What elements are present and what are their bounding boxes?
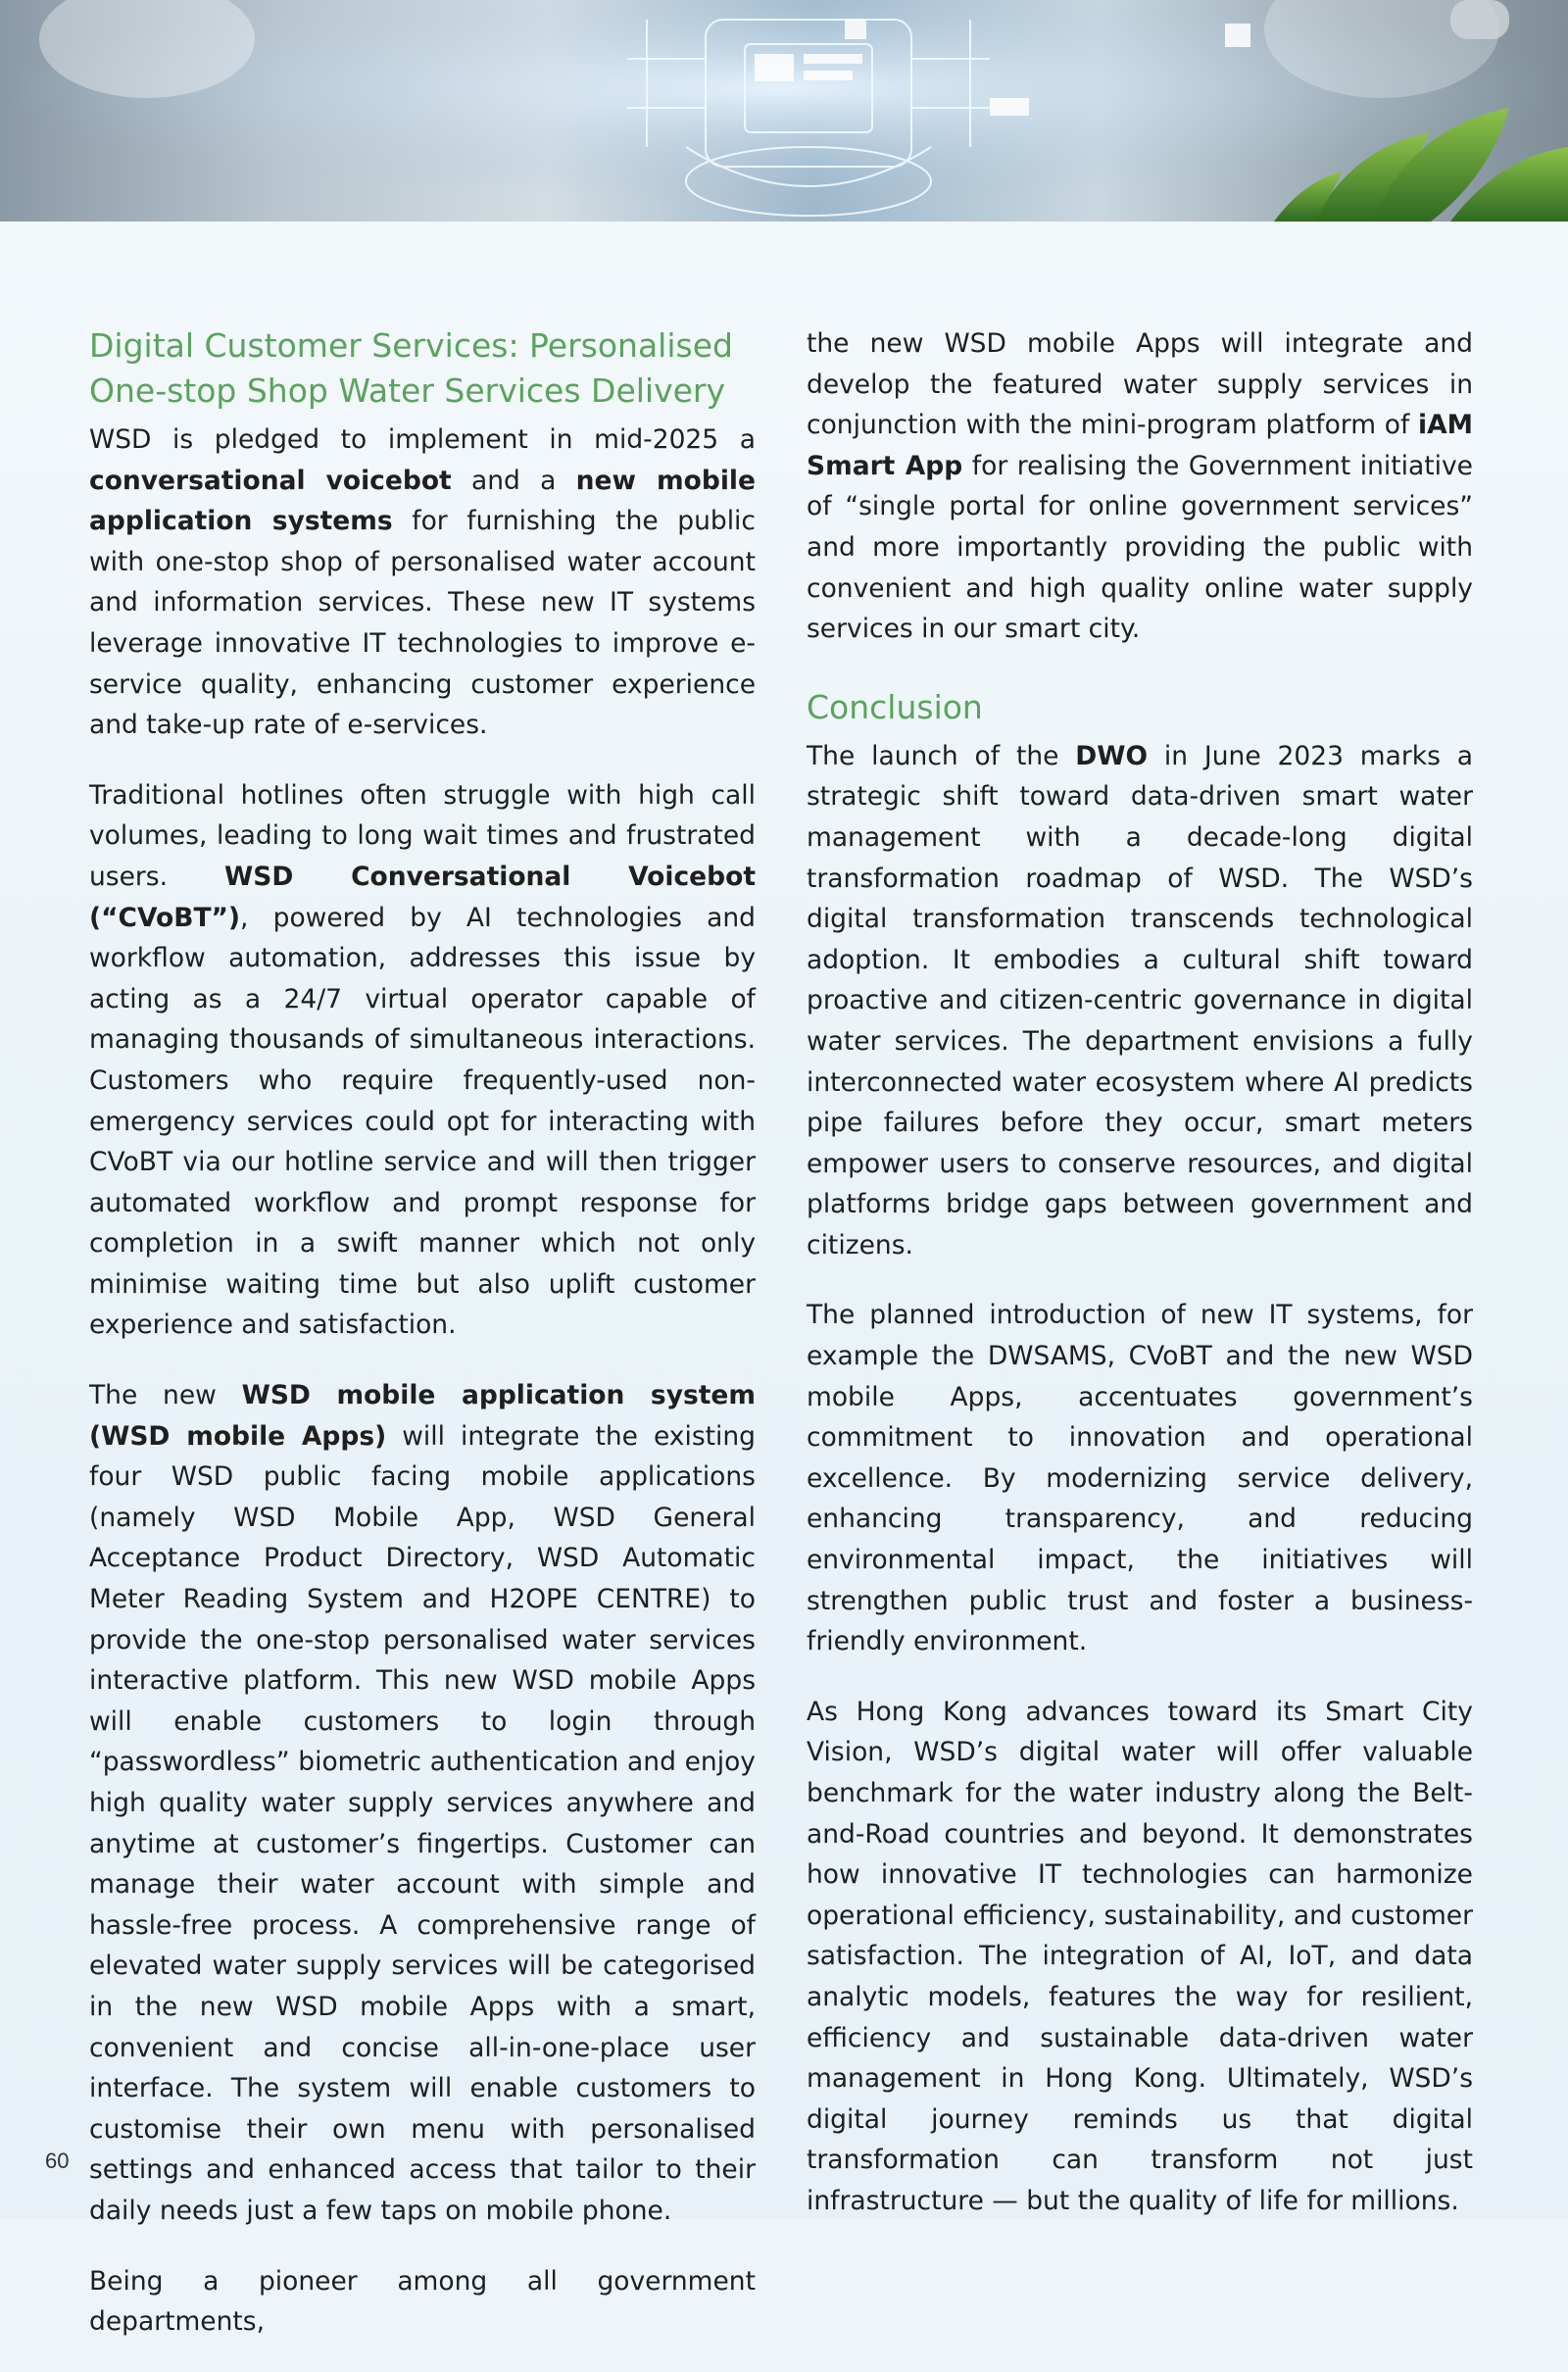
bold-term: WSD mobile application system (WSD mobile Apps) bbox=[89, 1380, 756, 1452]
paragraph-dwo-launch bbox=[807, 736, 1473, 1266]
text-run: the new WSD mobile Apps will integrate and develop the featured water supply services in conjunction with the mini-program platform of bbox=[807, 328, 1473, 441]
bold-term: WSD Conversational Voicebot (“CVoBT”) bbox=[89, 861, 756, 933]
right-column bbox=[807, 323, 1473, 2251]
text-run: , powered by AI technologies and workflow automation, addresses this issue by acting as a 24/7 virtual operator capable of managing thousands of simultaneous interactions. Customers who require frequently-used non-emergency services could opt for interacting with CVoBT via our hotline service and will then trigger automated workflow and prompt response for completion in a swift manner which not only minimise waiting time but also uplift customer experience and satisfaction. bbox=[89, 902, 756, 1341]
text-run: Traditional hotlines often struggle with high call volumes, leading to long wait times and frustrated users. bbox=[89, 779, 756, 892]
bold-term: DWO bbox=[1075, 740, 1149, 771]
section-heading-digital-customer-services bbox=[89, 323, 756, 414]
paragraph-iam-smart bbox=[807, 323, 1473, 650]
heading-line-2: One-stop Shop Water Services Delivery bbox=[89, 371, 726, 410]
text-run: and a bbox=[451, 465, 576, 496]
paragraph-mobile-apps bbox=[89, 1375, 756, 2231]
text-run: The new bbox=[89, 1380, 242, 1411]
text-run: for furnishing the public with one-stop shop of personalised water account and information services. These new IT systems leverage innovative IT technologies to improve e-service quality, enhancing customer experience and take-up rate of e-services. bbox=[89, 506, 756, 741]
text-run: in June 2023 marks a strategic shift toward data-driven smart water management with a decade-long digital transformation roadmap of WSD. The WSD’s digital transformation transcends technological adoption. It embodies a cultural shift toward proactive and citizen-centric governance in digital water services. The department envisions a fully interconnected water ecosystem where AI predicts pipe failures before they occur, smart meters empower users to conserve resources, and digital platforms bridge gaps between government and citizens. bbox=[807, 740, 1473, 1260]
bold-term: conversational voicebot bbox=[89, 465, 452, 496]
text-run: The launch of the bbox=[807, 740, 1076, 771]
text-run: WSD is pledged to implement in mid-2025 a bbox=[89, 424, 756, 455]
paragraph-planned-systems: The planned introduction of new IT systems, for example the DWSAMS, CVoBT and the new WSD mobile Apps, accentuates government’s commitment to innovation and operational excellence. By modernizing service delivery, enhancing transparency, and reducing environmental impact, the initiatives will strengthen public trust and foster a business-friendly environment. bbox=[807, 1300, 1473, 1657]
bold-term: iAM Smart App bbox=[807, 410, 1473, 481]
paragraph-smart-city: As Hong Kong advances toward its Smart City Vision, WSD’s digital water will offer valuable benchmark for the water industry along the Belt-and-Road countries and beyond. It demonstrates how innovative IT technologies can harmonize operational efficiency, sustainability, and customer satisfaction. The integration of AI, IoT, and data analytic models, features the way for resilient, efficiency and sustainable data-driven water management in Hong Kong. Ultimately, WSD’s digital journey reminds us that digital transformation can transform not just infrastructure — but the quality of life for millions. bbox=[807, 1696, 1473, 2216]
header-banner-image bbox=[0, 0, 1568, 222]
text-run: for realising the Government initiative of “single portal for online government services” and more importantly providing the public with convenient and high quality online water supply services in our smart city. bbox=[807, 450, 1473, 645]
page-number: 60 bbox=[45, 2149, 70, 2173]
paragraph-pioneer: Being a pioneer among all government departments, bbox=[89, 2265, 756, 2338]
heading-line-1: Digital Customer Services: Personalised bbox=[89, 326, 733, 365]
paragraph-cvobt bbox=[89, 775, 756, 1346]
paragraph-voicebot-intro bbox=[89, 420, 756, 746]
section-heading-conclusion: Conclusion bbox=[807, 687, 983, 726]
digital-water-illustration bbox=[0, 0, 1568, 222]
text-run: will integrate the existing four WSD public facing mobile applications (namely WSD Mobile App, WSD General Acceptance Product Directory, WSD Automatic Meter Reading System and H2OPE CENTRE) to provide the one-stop personalised water services interactive platform. This new WSD mobile Apps will enable customers to login through “passwordless” biometric authentication and enjoy high quality water supply services anywhere and anytime at customer’s fingertips. Customer can manage their water account with simple and hassle-free process. A comprehensive range of elevated water supply services will be categorised in the new WSD mobile Apps with a smart, convenient and concise all-in-one-place user interface. The system will enable customers to customise their own menu with personalised settings and enhanced access that tailor to their daily needs just a few taps on mobile phone. bbox=[89, 1420, 757, 2226]
left-column bbox=[89, 323, 756, 2372]
bold-term: new mobile application systems bbox=[89, 465, 756, 537]
